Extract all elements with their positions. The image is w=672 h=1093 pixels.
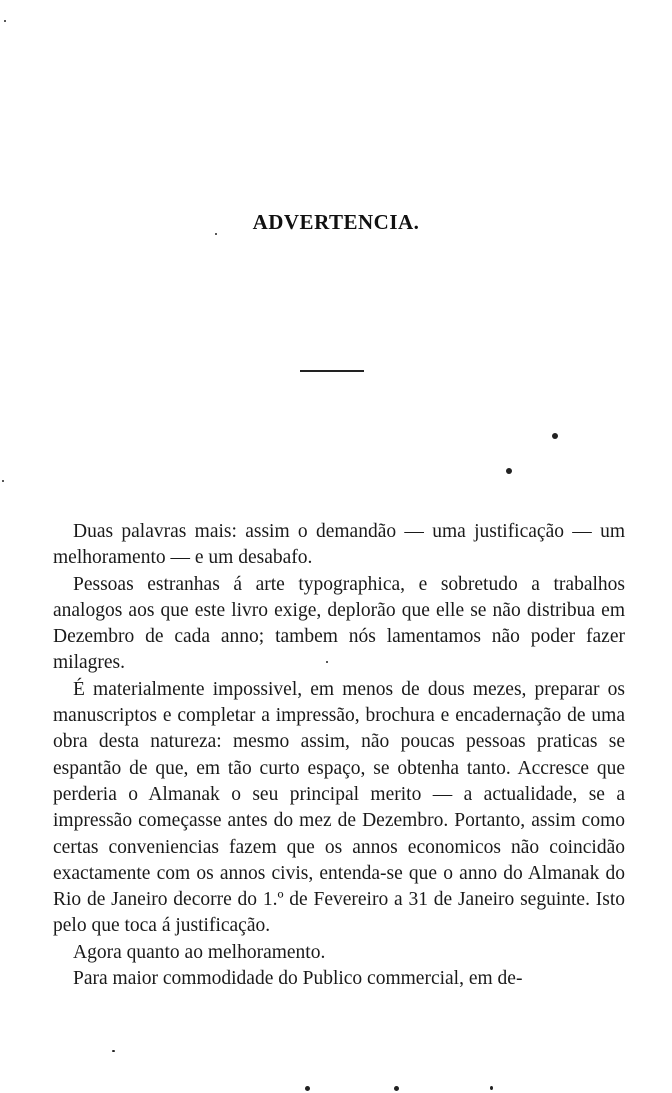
paragraph: Para maior commodidade do Publico commercial, em de- bbox=[73, 968, 523, 990]
paragraph: Duas palavras mais: assim o demandão — uma justificação — um melhoramento — e um desabafo. bbox=[53, 521, 625, 569]
ink-speck bbox=[112, 1050, 115, 1052]
ink-speck bbox=[552, 433, 558, 439]
title-divider bbox=[300, 370, 364, 372]
paragraph: Pessoas estranhas á arte typographica, e sobretudo a trabalhos analogos aos que este livro exige, deplorão que elle se não distribua em Dezembro de cada anno; tambem nós lamentamos não poder fazer milagres. bbox=[53, 573, 625, 674]
body-text bbox=[53, 519, 625, 992]
ink-speck bbox=[305, 1086, 310, 1091]
ink-speck bbox=[215, 233, 217, 235]
ink-speck bbox=[394, 1086, 399, 1091]
ink-speck bbox=[506, 468, 512, 474]
ink-speck bbox=[2, 480, 4, 482]
paragraph: É materialmente impossivel, em menos de dous mezes, preparar os manuscriptos e completar a impressão, brochura e encadernação de uma obra desta natureza: mesmo assim, não poucas pessoas praticas se espantão de que, em tão curto espaço, se obtenha tanto. Accresce que perderia o Almanak o seu principal merito — a actualidade, se a impressão começasse antes do mez de Dezembro. Portanto, assim como certas conveniencias fazem que os annos economicos não coincidão exactamente com os annos civis, entenda-se que o anno do Almanak do Rio de Janeiro decorre do 1.º de Fevereiro a 31 de Janeiro seguinte. Isto pelo que toca á justificação. bbox=[53, 678, 625, 937]
ink-speck bbox=[490, 1086, 493, 1090]
page-title: ADVERTENCIA. bbox=[252, 210, 420, 235]
ink-speck bbox=[4, 20, 6, 22]
paragraph: Agora quanto ao melhoramento. bbox=[73, 941, 326, 963]
